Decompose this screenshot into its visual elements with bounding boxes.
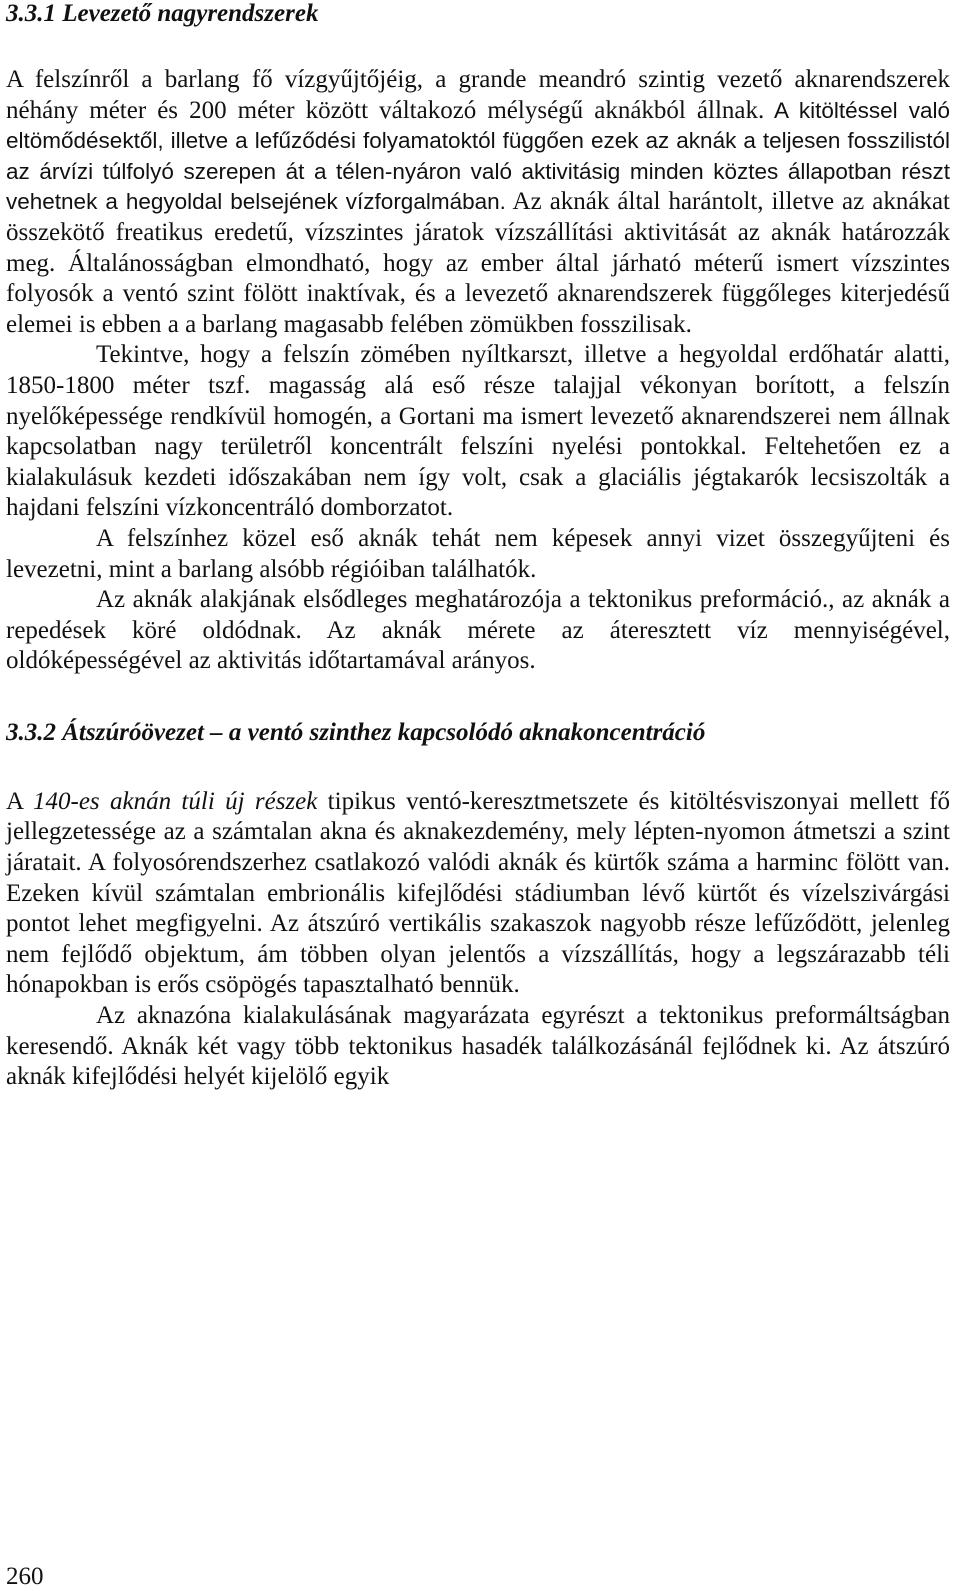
paragraph: Tekintve, hogy a felszín zömében nyíltkarszt, illetve a hegyoldal erdőhatár alatti, 1850-1800 méter tszf. magasság alá eső része talajjal vékonyan borított, a felszín nyelőképessége rendkívül homogén, a Gortani ma ismert levezető aknarendszerei nem állnak kapcsolatban nagy területről koncentrált felszíni nyelési pontokkal. Feltehetően ez a kialakulásuk kezdeti időszakában nem így volt, csak a glaciális jégtakarók lecsiszolták a hajdani felszíni vízkoncentráló domborzatot. xyxy=(6,341,950,522)
paragraph xyxy=(6,65,950,340)
section-heading-3-3-2: 3.3.2 Átszúróövezet – a ventó szinthez kapcsolódó aknakoncentráció xyxy=(6,718,706,746)
paragraph-text: A kitöltéssel való eltömődésektől, illetve a lefűződési folyamatoktól függően ezek az aknák a teljesen fosszilistól az árvízi túlfolyó szerepen át a télen-nyáron való aktivitásig minden köztes állapotban részt vehetnek a hegyoldal belsejének vízforgalmában. xyxy=(6,97,950,215)
paragraph-text: A xyxy=(6,787,34,815)
page-number: 260 xyxy=(6,1563,44,1590)
paragraph: Az aknák alakjának elsődleges meghatározója a tektonikus preformáció., az aknák a repedések köré oldódnak. Az aknák mérete az áteresztett víz mennyiségével, oldóképességével az aktivitás időtartamával arányos. xyxy=(6,586,950,675)
paragraph-text: tipikus ventó-keresztmetszete és kitöltésviszonyai mellett fő jellegzetessége az a számtalan akna és aknakezdemény, mely lépten-nyomon átmetszi a szint járatait. A folyosórendszerhez csatlakozó valódi aknák és kürtők száma a harminc fölött van. Ezeken kívül számtalan embrionális kifejlődési stádiumban lévő kürtőt és vízelszivárgási pontot lehet megfigyelni. Az átszúró vertikális szakaszok nagyobb része lefűződött, jelenleg nem fejlődő objektum, ám többen olyan jelentős a vízszállítás, hogy a legszárazabb téli hónapokban is erős csöpögés tapasztalható bennük. xyxy=(6,787,950,999)
italic-term: 140-es aknán túli új részek xyxy=(33,787,318,815)
document-page xyxy=(6,0,950,1093)
section-heading-3-3-1: 3.3.1 Levezető nagyrendszerek xyxy=(6,0,319,27)
paragraph-text: A felszínről a barlang fő vízgyűjtőjéig, a grande meandró szintig vezető aknarendszerek néhány méter és 200 méter között váltakozó mélységű aknákból állnak. xyxy=(6,66,950,124)
paragraph-text: Általánosságban elmondható, hogy az ember által járható méterű ismert vízszintes folyosók a ventó szint fölött inaktívak, és a levezető aknarendszerek függőleges kiterjedésű elemei is ebben a a barlang magasabb felében zömükben fosszilisak. xyxy=(6,249,950,338)
paragraph: Az aknazóna kialakulásának magyarázata egyrészt a tektonikus preformáltságban keresendő. Aknák két vagy több tektonikus hasadék találkozásánál fejlődnek ki. Az átszúró aknák kifejlődési helyét kijelölő egyik xyxy=(6,1002,950,1091)
paragraph-text: Az aknák által harántolt, illetve az aknákat összekötő freatikus eredetű, vízszintes járatok vízszállítási aktivitását az aknák határozzák meg. xyxy=(6,188,950,277)
paragraph xyxy=(6,787,950,1001)
paragraph: A felszínhez közel eső aknák tehát nem képesek annyi vizet összegyűjteni és levezetni, mint a barlang alsóbb régióiban találhatók. xyxy=(6,524,950,583)
